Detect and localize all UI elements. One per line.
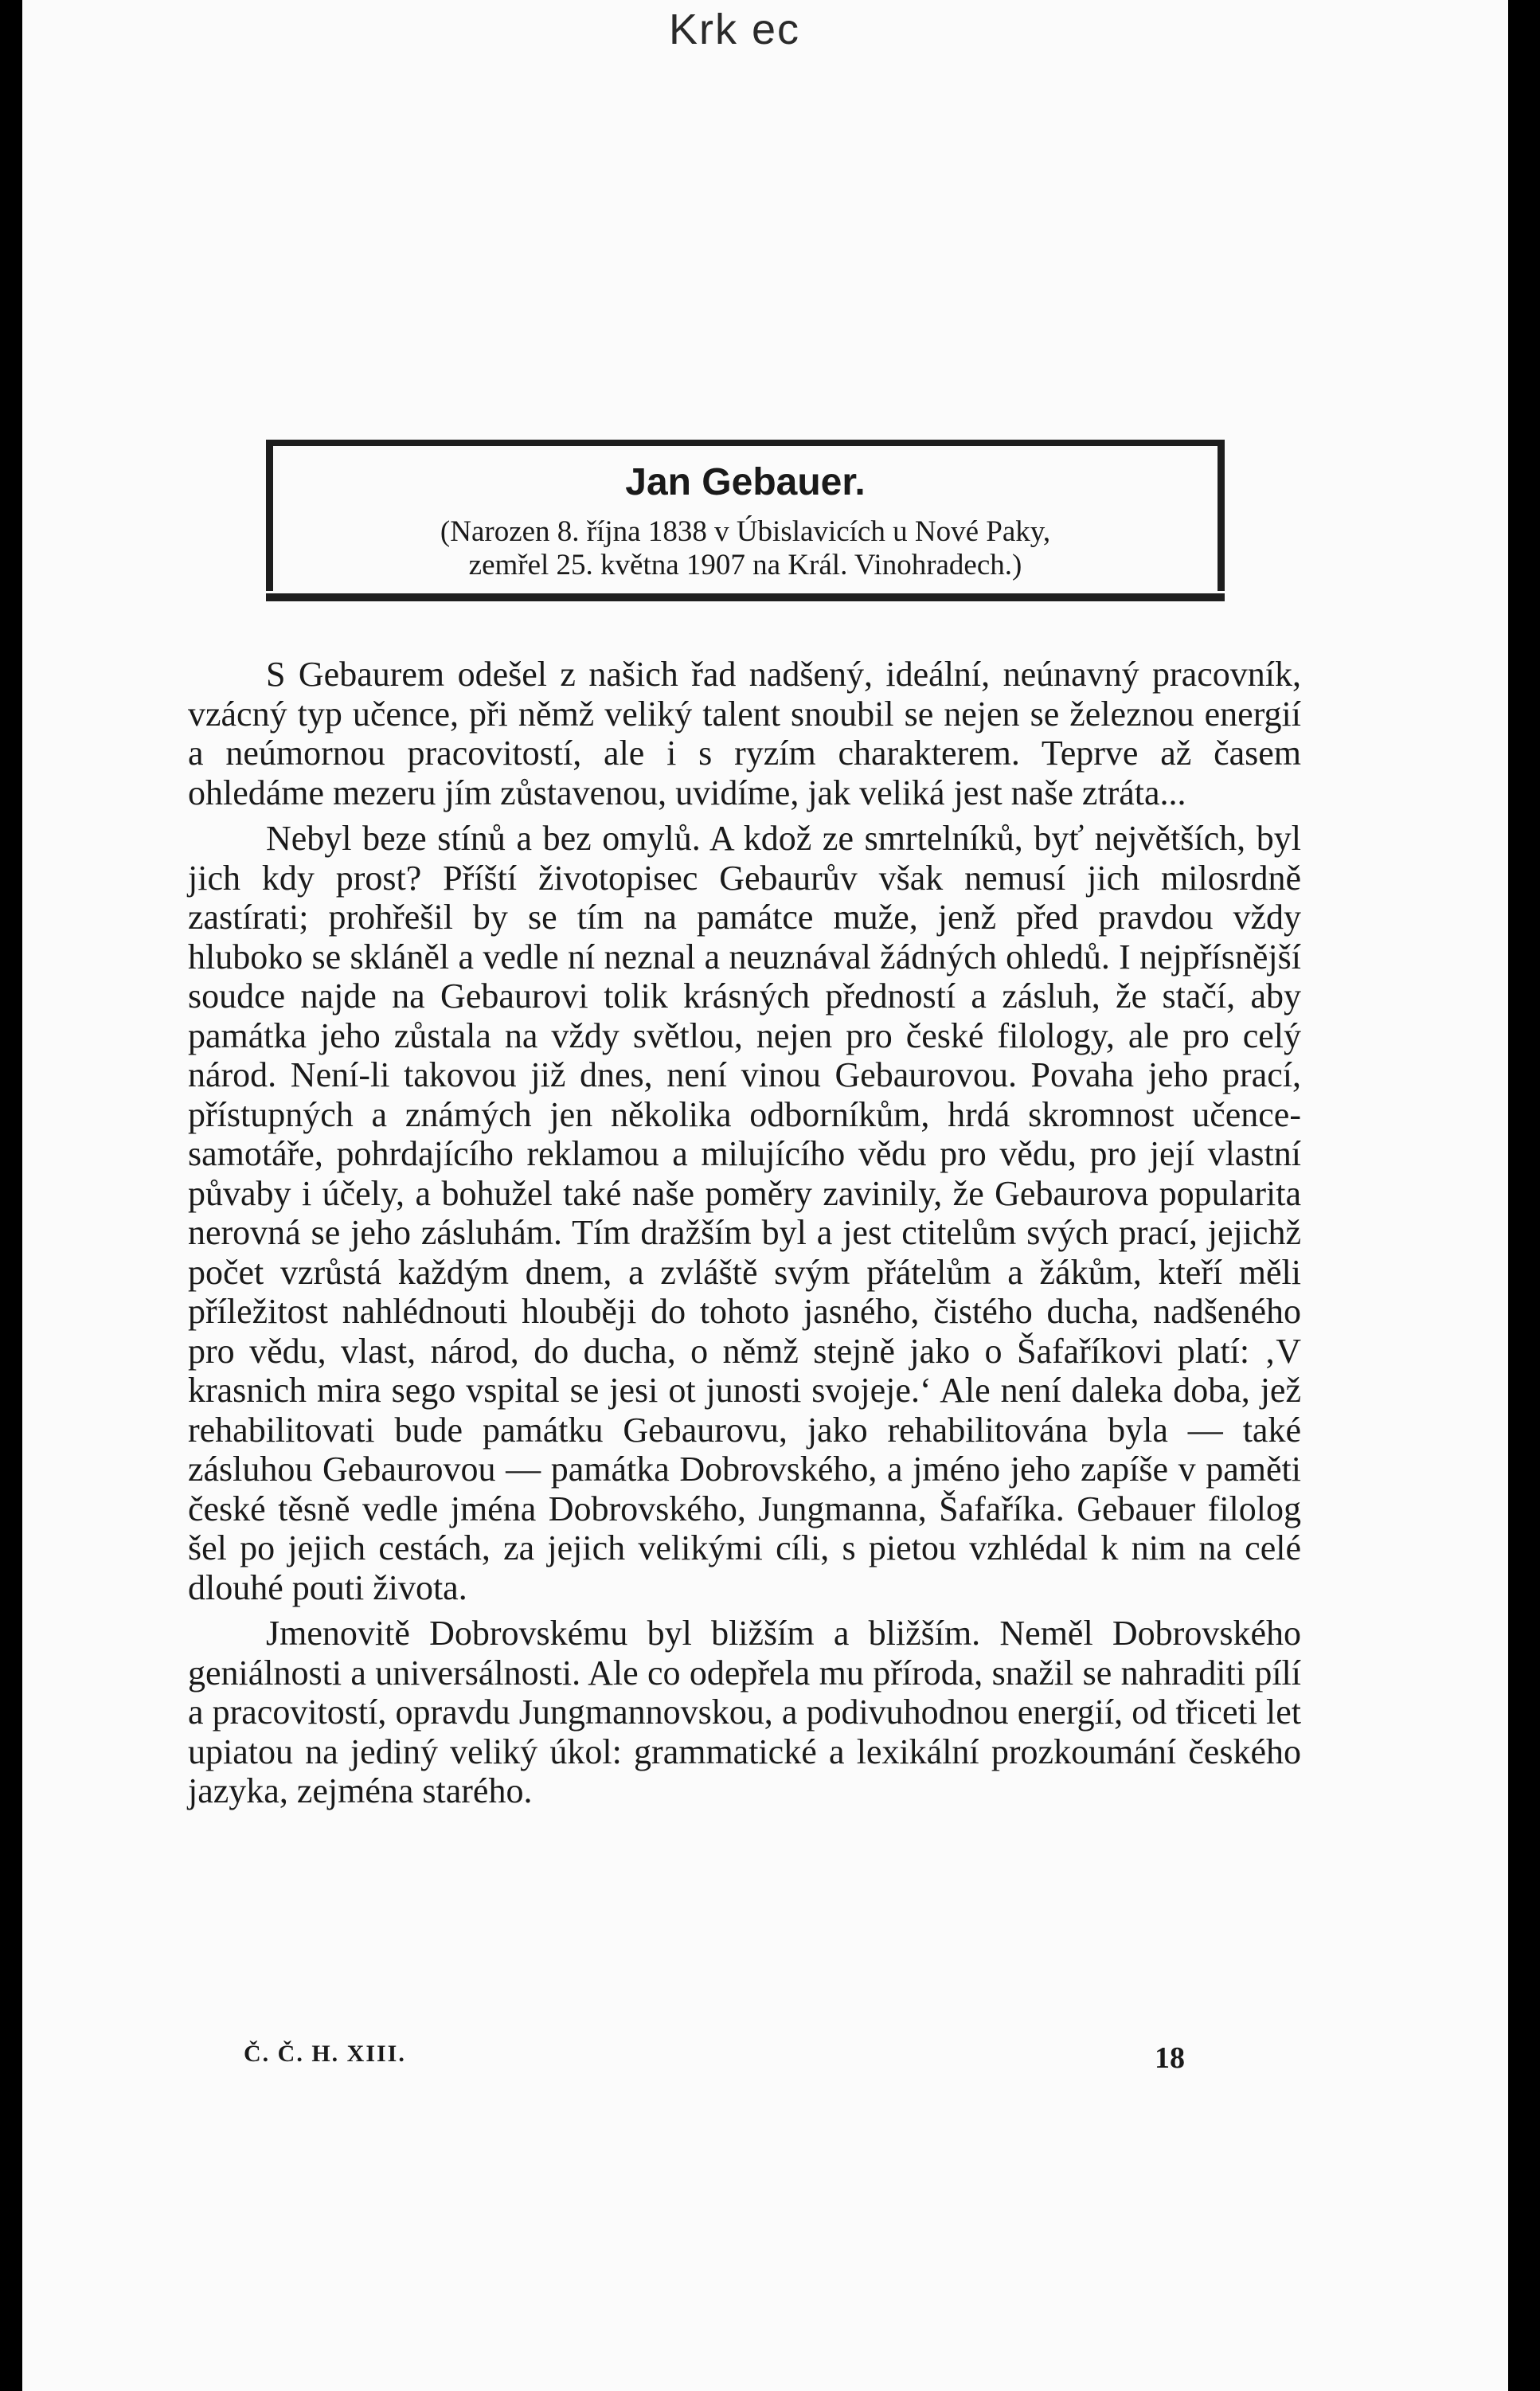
article-body [188, 655, 1301, 1818]
paragraph-2: Nebyl beze stínů a bez omylů. A kdož ze smrtelníků, byť největších, byl jich kdy prost? Příští životopisec Gebaurův však nemusí jich milosrdně zastírati; prohřešil by se tím na památce muže, jenž před pravdou vždy hluboko se skláněl a vedle ní neznal a neuznával žádných ohledů. I nejpřísnější soudce najde na Gebaurovi tolik krásných předností a zásluh, že stačí, aby památka jeho zůstala na vždy světlou, nejen pro české filology, ale pro celý národ. Není-li takovou již dnes, není vinou Gebaurovou. Povaha jeho prací, přístupných a známých jen několika odborníkům, hrdá skromnost učence-samotáře, pohrdajícího reklamou a milujícího vědu pro vědu, pro její vlastní půvaby i účely, a bohužel také naše poměry zavinily, že Gebaurova popularita nerovná se jeho zásluhám. Tím dražším byl a jest ctitelům svých prací, jejichž počet vzrůstá každým dnem, a zvláště svým přátelům a žákům, kteří měli příležitost nahlédnouti hlouběji do tohoto jasného, čistého ducha, nadšeného pro vědu, vlast, národ, do ducha, o němž stejně jako o Šafaříkovi platí: ‚V krasnich mira sego vspital se jesi ot junosti svojeje.‘ Ale není daleka doba, jež rehabilitovati bude památku Gebaurovu, jako rehabilitována byla — také zásluhou Gebaurovou — památka Dobrovského, a jméno jeho zapíše v paměti české těsně vedle jména Dobrovského, Jungmanna, Šafaříka. Gebauer filolog šel po jejich cestách, za jejich velikými cíli, s pietou vzhlédal k nim na celé dlouhé pouti života. [188, 819, 1301, 1607]
paragraph-1: S Gebaurem odešel z našich řad nadšený, ideální, neúnavný pracovník, vzácný typ učence, při němž veliký talent snoubil se nejen se železnou energií a neúmornou pracovitostí, ale i s ryzím charakterem. Teprve až časem ohledáme mezeru jím zůstavenou, uvidíme, jak veliká jest naše ztráta... [188, 655, 1301, 812]
subtitle-death: zemřel 25. května 1907 na Král. Vinohradech.) [468, 549, 1022, 581]
subtitle-birth: (Narozen 8. října 1838 v Úbislavicích u Nové Paky, [440, 515, 1051, 548]
sheet-number: 18 [1155, 2041, 1185, 2075]
library-stamp: Krk ec [669, 6, 801, 53]
journal-signature: Č. Č. H. XIII. [244, 2041, 406, 2067]
title-box-bottom-rule [266, 593, 1225, 601]
article-title: Jan Gebauer. [625, 461, 866, 503]
paragraph-3: Jmenovitě Dobrovskému byl bližším a bližším. Neměl Dobrovského geniálnosti a universálnosti. Ale co odepřela mu příroda, snažil se nahraditi pílí a pracovitostí, opravdu Jungmannovskou, a podivuhodnou energií, od třiceti let upiatou na jediný veliký úkol: grammatické a lexikální prozkoumání českého jazyka, zejména starého. [188, 1614, 1301, 1810]
